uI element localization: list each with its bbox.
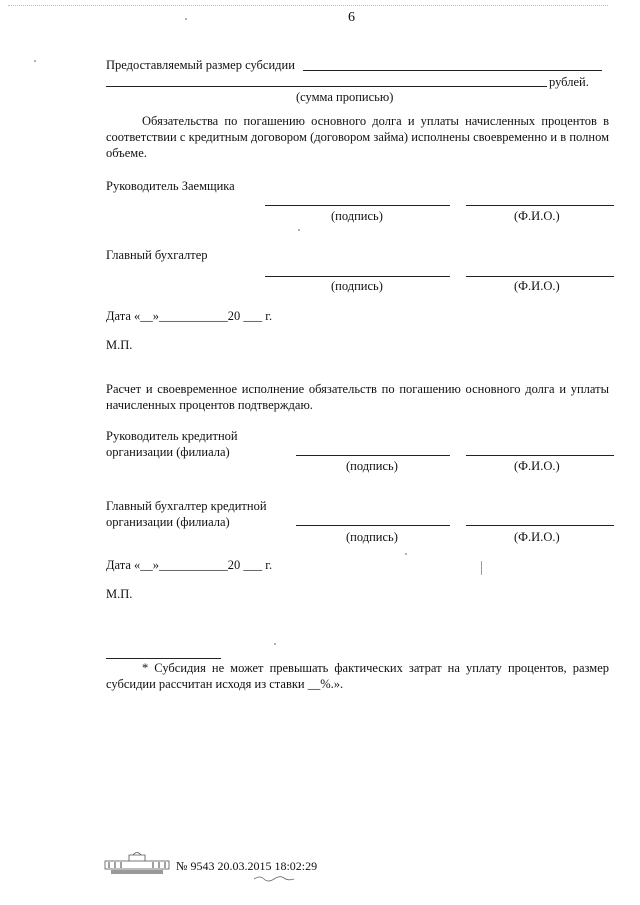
bank-accountant-signature-line <box>296 525 450 526</box>
fio-caption: (Ф.И.О.) <box>514 279 560 293</box>
bank-head-fio-line <box>466 455 614 456</box>
signature-caption: (подпись) <box>346 530 398 544</box>
stamp-mark: М.П. <box>106 587 133 601</box>
bank-head-label-1: Руководитель кредитной <box>106 429 238 443</box>
subsidy-amount-line-2 <box>106 86 547 87</box>
chief-accountant-signature-line <box>265 276 450 277</box>
subsidy-caption: (сумма прописью) <box>296 90 394 104</box>
chief-accountant-label: Главный бухгалтер <box>106 248 208 262</box>
fio-caption: (Ф.И.О.) <box>514 209 560 223</box>
borrower-head-signature-line <box>265 205 450 206</box>
confirmation-paragraph: Расчет и своевременное исполнение обязательств по погашению основного долга и уплаты начисленных процентов подтверждаю. <box>106 382 609 412</box>
handwritten-mark <box>252 873 296 883</box>
chief-accountant-fio-line <box>466 276 614 277</box>
obligations-paragraph: Обязательства по погашению основного долга и уплаты начисленных процентов в соответствии с кредитным договором (договором займа) исполнены своевременно и в полном объеме. <box>106 114 609 160</box>
bank-head-label-2: организации (филиала) <box>106 445 230 459</box>
bank-head-signature-line <box>296 455 450 456</box>
subsidy-currency: рублей. <box>549 75 589 89</box>
borrower-head-fio-line <box>466 205 614 206</box>
signature-caption: (подпись) <box>346 459 398 473</box>
bank-accountant-label-1: Главный бухгалтер кредитной <box>106 499 267 513</box>
signature-caption: (подпись) <box>331 209 383 223</box>
page-number: 6 <box>348 10 355 25</box>
fio-caption: (Ф.И.О.) <box>514 530 560 544</box>
scan-speck <box>298 229 300 231</box>
scan-border-dots <box>8 5 608 6</box>
bank-accountant-fio-line <box>466 525 614 526</box>
footnote-text: * Субсидия не может превышать фактических затрат на уплату процентов, размер субсидии рассчитан исходя из ставки __%.». <box>106 661 609 691</box>
scan-speck <box>481 561 482 575</box>
scan-speck <box>34 60 36 62</box>
document-registration-stamp: № 9543 20.03.2015 18:02:29 <box>176 859 318 873</box>
date-line: Дата «__»___________20 ___ г. <box>106 558 273 572</box>
scan-speck <box>405 553 407 555</box>
signature-caption: (подпись) <box>331 279 383 293</box>
date-line: Дата «__»___________20 ___ г. <box>106 309 273 323</box>
stamp-mark: М.П. <box>106 338 133 352</box>
footnote-separator <box>106 658 221 659</box>
subsidy-amount-line <box>303 70 602 71</box>
borrower-head-label: Руководитель Заемщика <box>106 179 235 193</box>
building-logo-icon <box>103 849 171 875</box>
fio-caption: (Ф.И.О.) <box>514 459 560 473</box>
scan-speck <box>274 643 276 645</box>
subsidy-label: Предоставляемый размер субсидии <box>106 58 295 72</box>
scan-speck <box>185 18 187 20</box>
bank-accountant-label-2: организации (филиала) <box>106 515 230 529</box>
